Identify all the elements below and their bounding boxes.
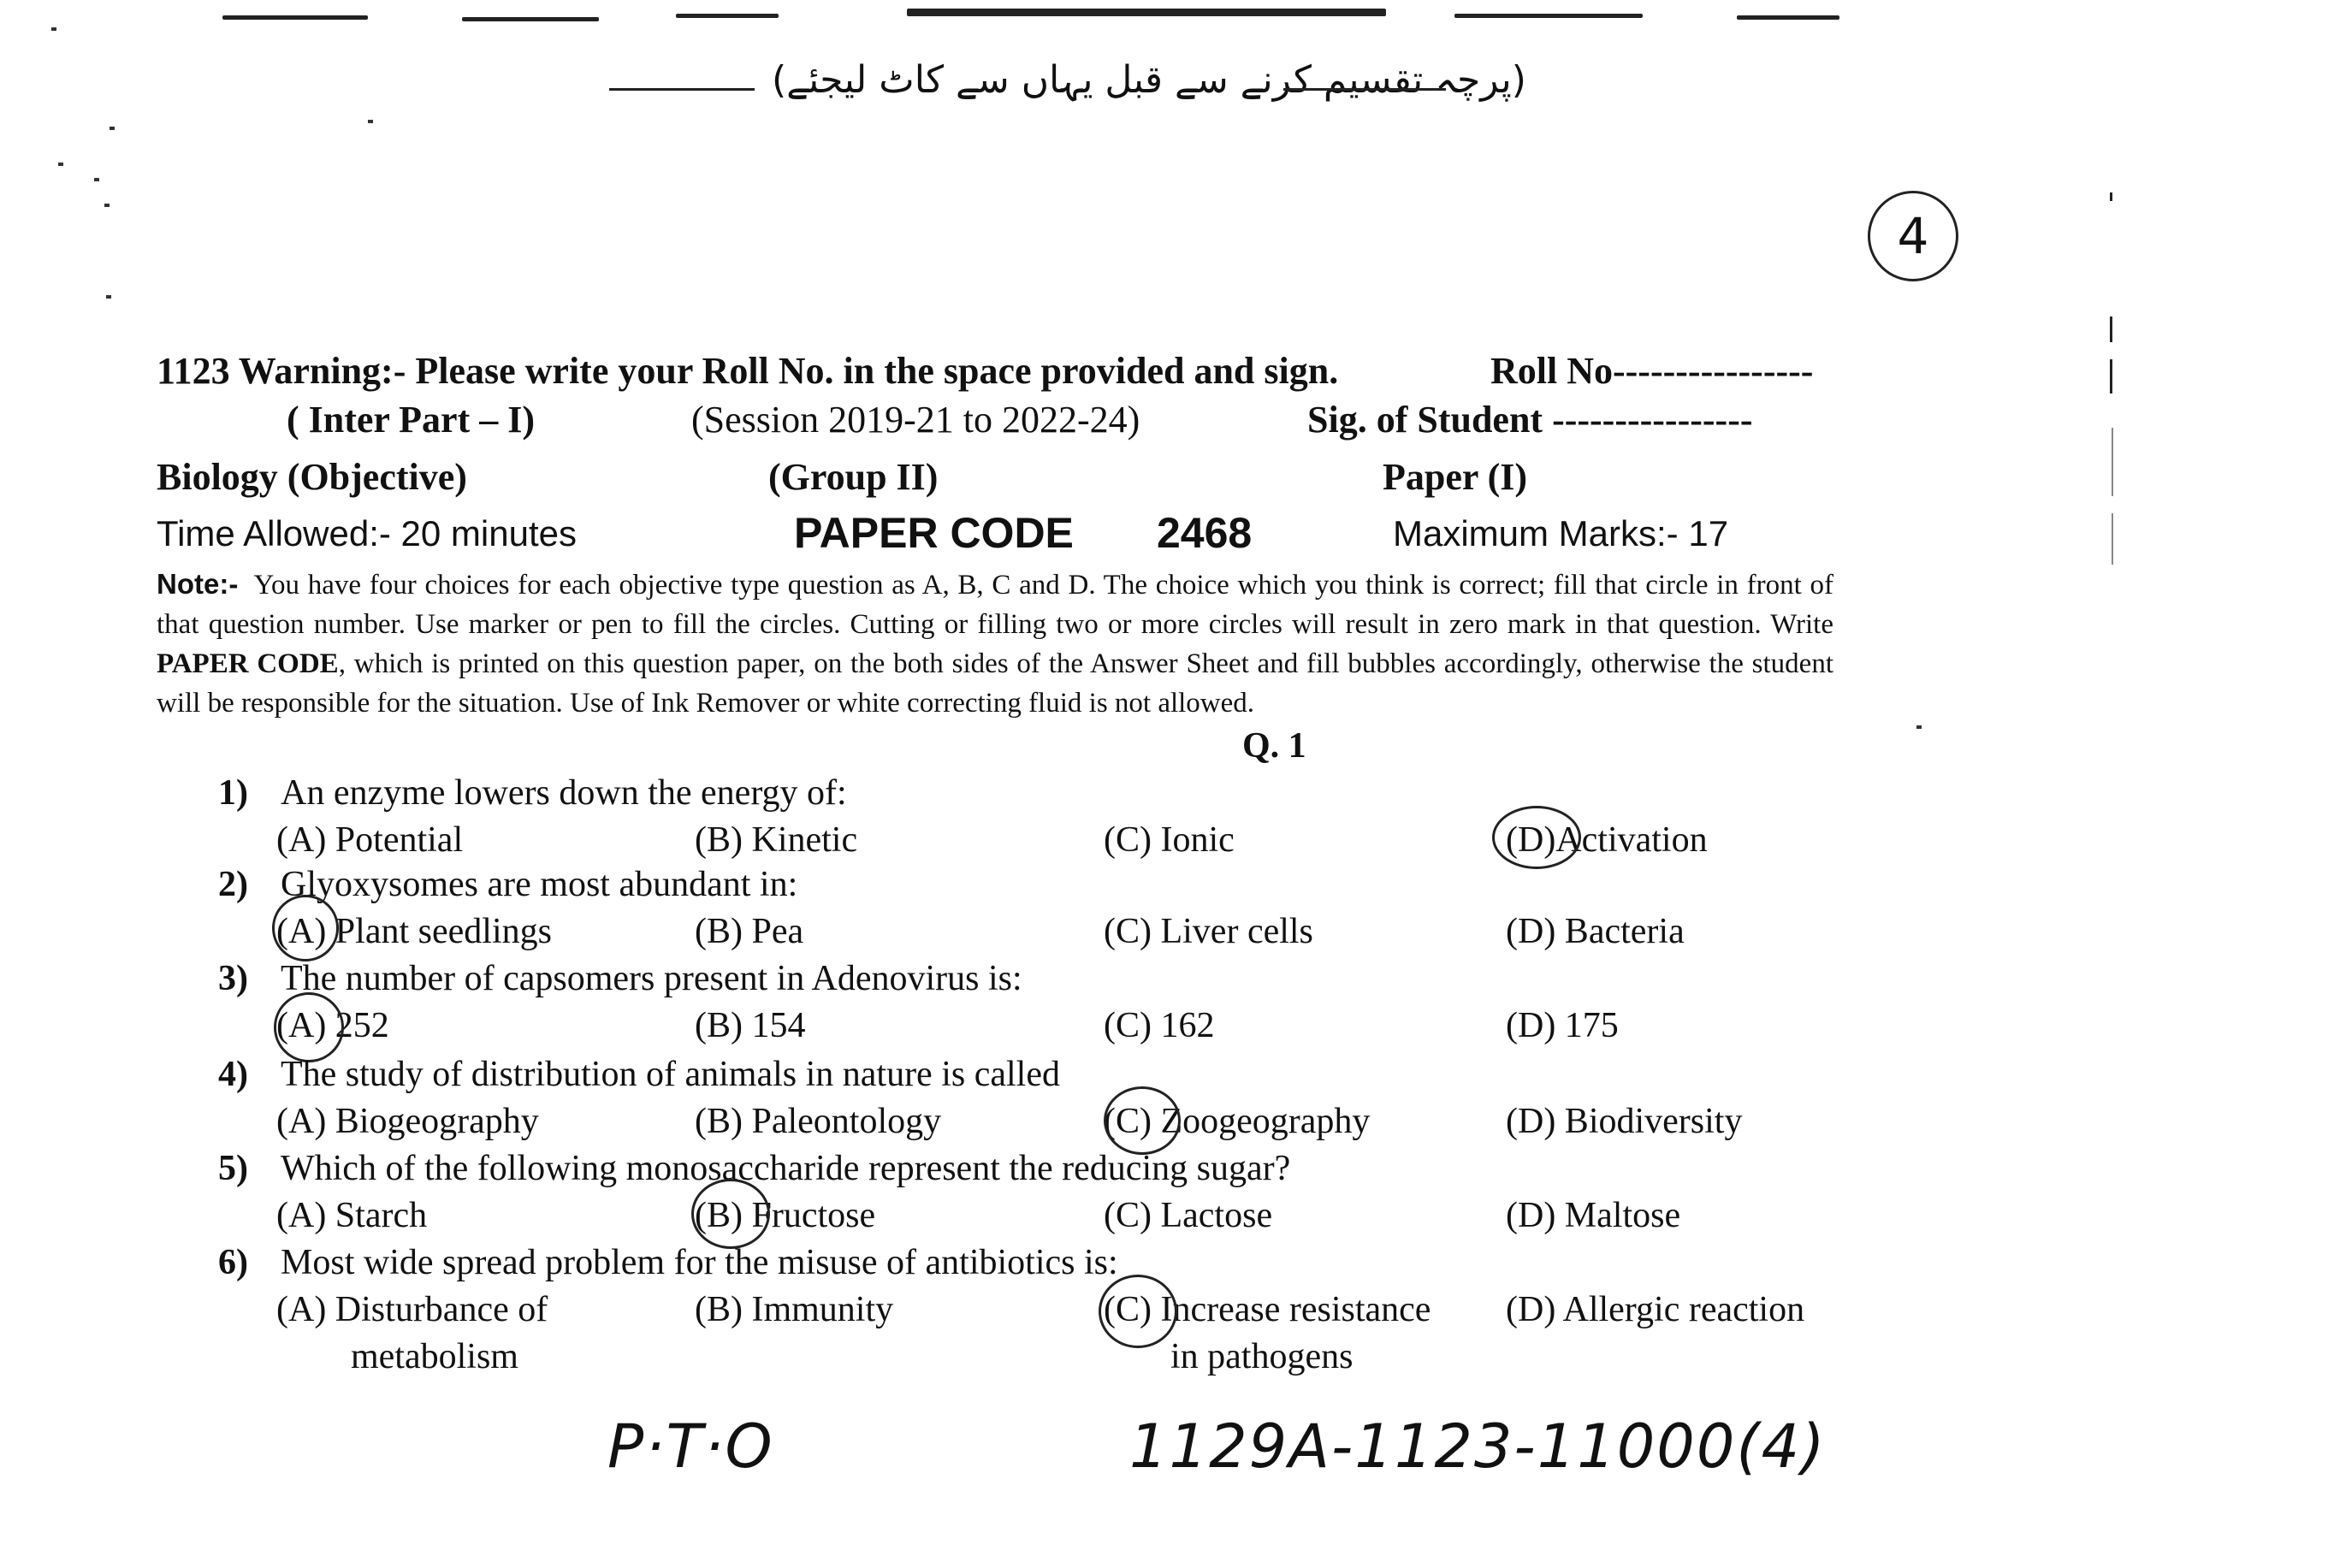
question-text: The number of capsomers present in Adenovirus is: bbox=[281, 959, 1022, 998]
answer-circle-mark bbox=[691, 1179, 770, 1249]
edge-mark bbox=[2110, 192, 2112, 201]
scan-artifact bbox=[462, 17, 599, 21]
option-a[interactable]: (A) Potential bbox=[276, 820, 464, 860]
option-d[interactable]: (D) Bacteria bbox=[1506, 912, 1685, 951]
part-label: ( Inter Part – I) bbox=[287, 399, 535, 441]
option-c[interactable]: (C) Zoogeography bbox=[1104, 1102, 1371, 1141]
question-text: The study of distribution of animals in nature is called bbox=[281, 1055, 1060, 1094]
option-a[interactable]: (A) 252 bbox=[276, 1006, 389, 1045]
paper-code-value: 2468 bbox=[1157, 509, 1253, 557]
option-c[interactable]: (C) Liver cells bbox=[1104, 912, 1313, 951]
cut-line-right bbox=[1283, 88, 1446, 91]
paper-serial-code: 1129A-1123-11000(4) bbox=[1129, 1411, 1827, 1482]
question-number: 2) bbox=[218, 865, 248, 904]
option-b[interactable]: (B) 154 bbox=[695, 1006, 806, 1045]
option-d[interactable]: (D) 175 bbox=[1506, 1006, 1619, 1045]
time-allowed: Time Allowed:- 20 minutes bbox=[157, 513, 577, 553]
scan-speck bbox=[110, 127, 115, 130]
question-text: An enzyme lowers down the energy of: bbox=[281, 773, 847, 813]
question-number: 1) bbox=[218, 773, 248, 813]
answer-circle-mark bbox=[1104, 1086, 1181, 1155]
note-text-part2: , which is printed on this question paper, on the both sides of the Answer Sheet and fill bubbles accordingly, otherwise the student will be responsible for the situation. Use of Ink Remover or white correcting fluid is not allowed. bbox=[157, 648, 1833, 719]
option-a[interactable]: (A) Disturbance of bbox=[276, 1290, 548, 1329]
question-number: 3) bbox=[218, 959, 248, 998]
option-b[interactable]: (B) Pea bbox=[695, 912, 804, 951]
scan-artifact bbox=[907, 9, 1386, 16]
note-label: Note:- bbox=[157, 568, 239, 600]
edge-mark bbox=[2110, 359, 2112, 393]
scan-artifact bbox=[222, 15, 368, 20]
maximum-marks: Maximum Marks:- 17 bbox=[1393, 513, 1729, 553]
option-a-continued: metabolism bbox=[351, 1337, 518, 1376]
warning-text: 1123 Warning:- Please write your Roll No. in the space provided and sign. bbox=[157, 350, 1339, 392]
edge-mark bbox=[2112, 428, 2113, 496]
option-b[interactable]: (B) Kinetic bbox=[695, 820, 858, 860]
question-text: Which of the following monosaccharide represent the reducing sugar? bbox=[281, 1149, 1291, 1188]
option-b[interactable]: (B) Immunity bbox=[695, 1290, 894, 1329]
note-text-part1: You have four choices for each objective type question as A, B, C and D. The choice which you think is correct; fill that circle in front of that question number. Use marker or pen to fill the circles. Cutting or filling two or more circles will result in zero mark in that question. Write bbox=[157, 570, 1833, 640]
cut-line-instruction: (پرچہ تقسیم کرنے سے قبل یہاں سے کاٹ لیجئے) bbox=[772, 58, 1526, 102]
cut-line-left bbox=[609, 88, 755, 91]
answer-circle-mark bbox=[1492, 806, 1581, 869]
option-a[interactable]: (A) Plant seedlings bbox=[276, 912, 552, 951]
option-c[interactable]: (C) 162 bbox=[1104, 1006, 1215, 1045]
scan-speck bbox=[51, 27, 56, 31]
section-label: Q. 1 bbox=[1242, 726, 1306, 766]
paper-label: Paper (I) bbox=[1383, 456, 1528, 498]
page-number-badge bbox=[1868, 191, 1958, 281]
question-text: Glyoxysomes are most abundant in: bbox=[281, 865, 798, 904]
instructions-note bbox=[157, 565, 1833, 723]
please-turn-over-note: P·T·O bbox=[607, 1411, 774, 1482]
answer-circle-mark bbox=[272, 895, 339, 962]
scan-artifact bbox=[676, 14, 779, 18]
question-number: 4) bbox=[218, 1055, 248, 1094]
scan-speck bbox=[104, 204, 110, 207]
group-label: (Group II) bbox=[768, 456, 939, 498]
question-number: 6) bbox=[218, 1243, 248, 1282]
subject-title: Biology (Objective) bbox=[157, 456, 467, 498]
paper-code-label: PAPER CODE bbox=[794, 509, 1074, 557]
option-a[interactable]: (A) Biogeography bbox=[276, 1102, 539, 1141]
answer-circle-mark bbox=[274, 992, 344, 1062]
option-c[interactable]: (C) Ionic bbox=[1104, 820, 1235, 860]
scan-speck bbox=[58, 163, 63, 166]
option-d[interactable]: (D) Maltose bbox=[1506, 1196, 1681, 1235]
edge-mark bbox=[2110, 317, 2112, 342]
option-a[interactable]: (A) Starch bbox=[276, 1196, 428, 1235]
option-d[interactable]: (D) Allergic reaction bbox=[1506, 1290, 1805, 1329]
question-text: Most wide spread problem for the misuse of antibiotics is: bbox=[281, 1243, 1118, 1282]
note-paper-code: PAPER CODE bbox=[157, 648, 339, 679]
option-c[interactable]: (C) Increase resistance bbox=[1104, 1290, 1431, 1329]
roll-no-field: Roll No---------------- bbox=[1490, 350, 1814, 392]
session-label: (Session 2019-21 to 2022-24) bbox=[691, 399, 1140, 441]
option-d[interactable]: (D) Biodiversity bbox=[1506, 1102, 1743, 1141]
option-c-continued: in pathogens bbox=[1170, 1337, 1354, 1376]
scan-artifact bbox=[1737, 15, 1839, 20]
scan-speck bbox=[1916, 725, 1922, 729]
option-c[interactable]: (C) Lactose bbox=[1104, 1196, 1273, 1235]
scan-artifact bbox=[1454, 14, 1643, 18]
scan-speck bbox=[106, 295, 111, 299]
question-number: 5) bbox=[218, 1149, 248, 1188]
page-number: 4 bbox=[1897, 207, 1929, 265]
option-b[interactable]: (B) Fructose bbox=[695, 1196, 876, 1235]
option-b[interactable]: (B) Paleontology bbox=[695, 1102, 942, 1141]
answer-circle-mark bbox=[1099, 1275, 1177, 1348]
scan-speck bbox=[368, 120, 373, 123]
scan-speck bbox=[94, 178, 99, 181]
edge-mark bbox=[2112, 513, 2113, 565]
signature-field: Sig. of Student ---------------- bbox=[1307, 399, 1753, 441]
option-d[interactable]: (D)Activation bbox=[1506, 820, 1708, 860]
